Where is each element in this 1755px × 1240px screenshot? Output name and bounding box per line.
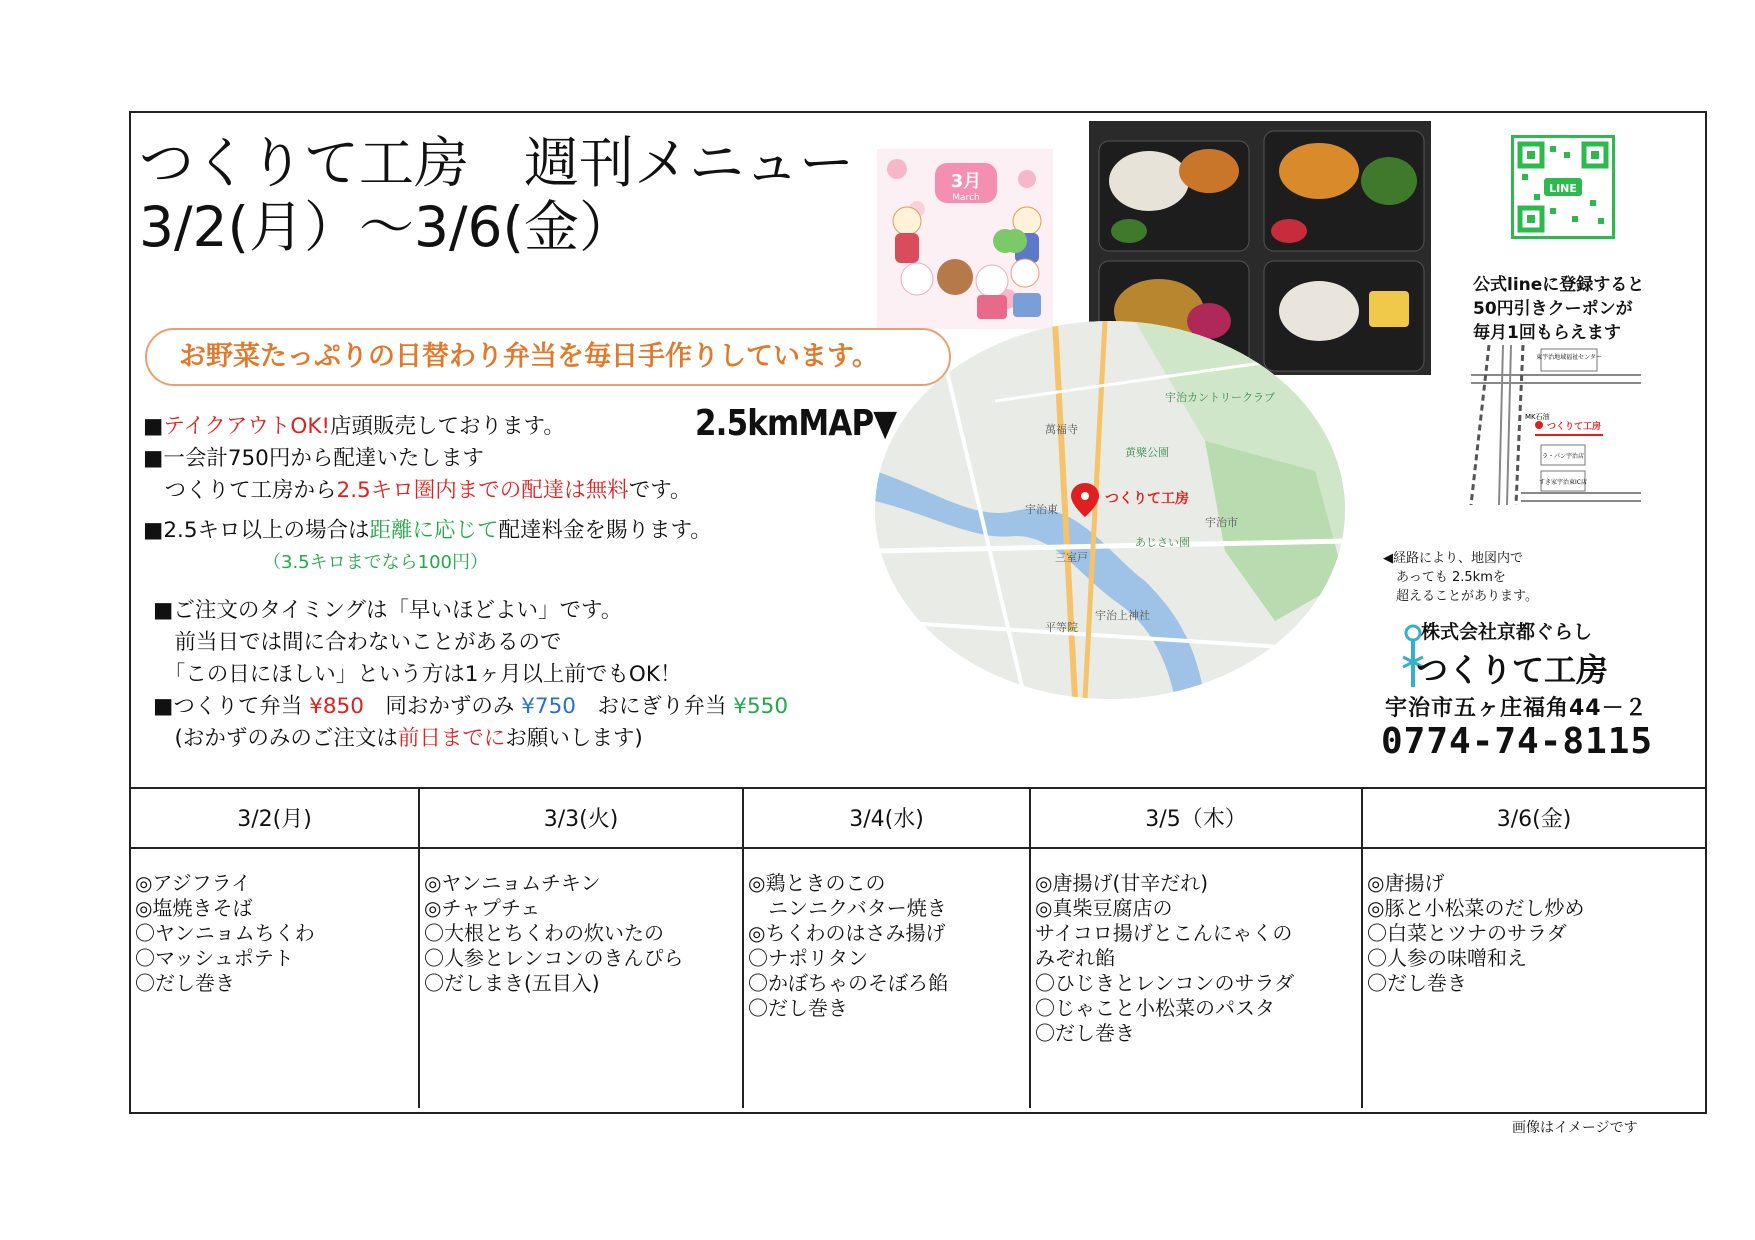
label-la-pan: ラ・パン宇治店 [1541, 453, 1585, 460]
coupon-note-line: 公式lineに登録すると [1473, 275, 1645, 295]
area-map[interactable] [875, 321, 1345, 699]
title-line-2: 3/2(月）～3/6(金） [139, 195, 634, 259]
march-illustration [877, 149, 1053, 329]
menu-header-row [131, 787, 1705, 848]
map-place: 宇治カントリークラブ [1165, 391, 1275, 404]
company-corporate-name: 株式会社京都ぐらし [1421, 621, 1593, 643]
dish: ◎ちくわのはさみ揚げ [748, 921, 946, 945]
dish: ◎唐揚げ(甘辛だれ) [1035, 871, 1209, 895]
dish: 〇ひじきとレンコンのサラダ [1035, 971, 1295, 995]
qr-line-label: LINE [1549, 182, 1577, 195]
dish: 〇ナポリタン [748, 946, 868, 970]
dish: みぞれ餡 [1035, 946, 1115, 970]
month-label: 3月 [950, 171, 982, 192]
coupon-note-line: 50円引きクーポンが [1473, 299, 1633, 319]
weekly-menu-table [131, 787, 1705, 1108]
dish: 〇マッシュポテト [135, 946, 294, 970]
map-place: 萬福寺 [1045, 423, 1078, 436]
day-header: 3/2(月) [131, 787, 419, 848]
line-qr-code[interactable] [1511, 135, 1615, 239]
info-line: 前当日では間に合わないことがあるので [153, 630, 562, 655]
map-place: あじさい園 [1135, 536, 1190, 549]
map-place: 宇治市 [1205, 516, 1238, 529]
line-coupon-note [1473, 273, 1644, 345]
info-line: 「この日にほしい」という方は1ヶ月以上前でもOK！ [153, 662, 682, 687]
label-sukiya: すき家宇治東IC店 [1539, 479, 1587, 486]
page-title [139, 131, 854, 259]
day-menu-cell [131, 848, 419, 1108]
day-header: 3/6(金) [1362, 787, 1705, 848]
dish: ◎ヤンニョムチキン [424, 871, 601, 895]
info-line: （3.5キロまでなら100円） [263, 552, 488, 573]
map-pin-label: つくりて工房 [1105, 491, 1189, 507]
dish: 〇だしまき(五目入) [424, 971, 600, 995]
dish: 〇ヤンニョムちくわ [135, 921, 315, 945]
map-place: 黄檗公園 [1125, 446, 1169, 459]
dish: 〇だし巻き [1367, 971, 1467, 995]
price-onigiri: ¥550 [733, 694, 788, 719]
company-phone[interactable]: 0774-74-8115 [1381, 721, 1654, 762]
day-header: 3/5（木） [1030, 787, 1362, 848]
map-place: 三室戸 [1055, 551, 1088, 564]
dish: 〇人参の味噌和え [1367, 946, 1527, 970]
day-menu-cell [1362, 848, 1705, 1108]
dish: 〇だし巻き [135, 971, 235, 995]
company-address: 宇治市五ヶ庄福角44－２ [1385, 696, 1648, 721]
day-menu-cell [1030, 848, 1362, 1108]
label-welfare-center: 東宇治地域福祉センター [1536, 354, 1602, 361]
map-label: 2.5kmMAP▼ [695, 403, 897, 444]
company-shop-name: つくりて工房 [1416, 651, 1609, 689]
dish: サイコロ揚げとこんにゃくの [1035, 921, 1293, 945]
info-line: つくりて工房から2.5キロ圏内までの配達は無料です。 [143, 478, 692, 503]
route-note [1383, 549, 1538, 606]
takeout-ok: テイクアウトOK! [163, 414, 331, 439]
info-line: ■つくりて弁当 ¥850 同おかずのみ ¥750 おにぎり弁当 ¥550 [153, 694, 788, 719]
route-note-line: あっても 2.5kmを [1383, 570, 1506, 585]
day-menu-cell [743, 848, 1030, 1108]
dish: ◎真柴豆腐店の [1035, 896, 1173, 920]
label-mk-oil: MK石油 [1525, 413, 1550, 421]
image-disclaimer: 画像はイメージです [1512, 1120, 1638, 1136]
info-line: ■テイクアウトOK!店頭販売しております。 [143, 414, 565, 439]
dish: ◎鶏ときのこの [748, 871, 886, 895]
day-header: 3/4(水) [743, 787, 1030, 848]
dish: 〇かぼちゃのそぼろ餡 [748, 971, 948, 995]
day-menu-cell [419, 848, 743, 1108]
menu-items-row [131, 848, 1705, 1108]
info-list [143, 411, 788, 755]
route-note-line: ◀経路により、地図内で [1383, 551, 1523, 566]
dish: 〇大根とちくわの炊いたの [424, 921, 664, 945]
map-place: 平等院 [1045, 621, 1078, 634]
coupon-note-line: 毎月1回もらえます [1473, 323, 1621, 343]
flyer-frame [129, 111, 1707, 1114]
street-map [1461, 345, 1641, 531]
dish: 〇白菜とツナのサラダ [1367, 921, 1567, 945]
dish: ◎唐揚げ [1367, 871, 1445, 895]
label-shop: つくりて工房 [1547, 422, 1602, 432]
map-place: 宇治上神社 [1095, 609, 1150, 622]
dish: ニンニクバター焼き [748, 896, 947, 920]
price-okazu: ¥750 [521, 694, 576, 719]
dish: ◎チャプチェ [424, 896, 541, 920]
route-note-line: 超えることがあります。 [1383, 589, 1538, 604]
price-bento: ¥850 [309, 694, 364, 719]
dish: 〇だし巻き [1035, 1021, 1135, 1045]
info-section [131, 113, 1705, 789]
map-place: 宇治東 [1025, 503, 1058, 516]
dish: 〇じゃこと小松菜のパスタ [1035, 996, 1275, 1020]
month-sub: March [952, 193, 980, 203]
dish: ◎豚と小松菜のだし炒め [1367, 896, 1585, 920]
info-line: ■一会計750円から配達いたします [143, 446, 484, 471]
dish: ◎アジフライ [135, 871, 252, 895]
day-header: 3/3(火) [419, 787, 743, 848]
slogan-banner: お野菜たっぷりの日替わり弁当を毎日手作りしています。 [145, 328, 951, 386]
info-line: ■2.5キロ以上の場合は距離に応じて配達料金を賜ります。 [143, 518, 712, 543]
info-line: (おかずのみのご注文は前日までにお願いします) [153, 726, 643, 751]
dish: ◎塩焼きそば [135, 896, 253, 920]
title-line-1: つくりて工房 週刊メニュー [139, 131, 855, 195]
dish: 〇だし巻き [748, 996, 848, 1020]
info-line: ■ご注文のタイミングは「早いほどよい」です。 [153, 598, 623, 623]
dish: 〇人参とレンコンのきんぴら [424, 946, 684, 970]
